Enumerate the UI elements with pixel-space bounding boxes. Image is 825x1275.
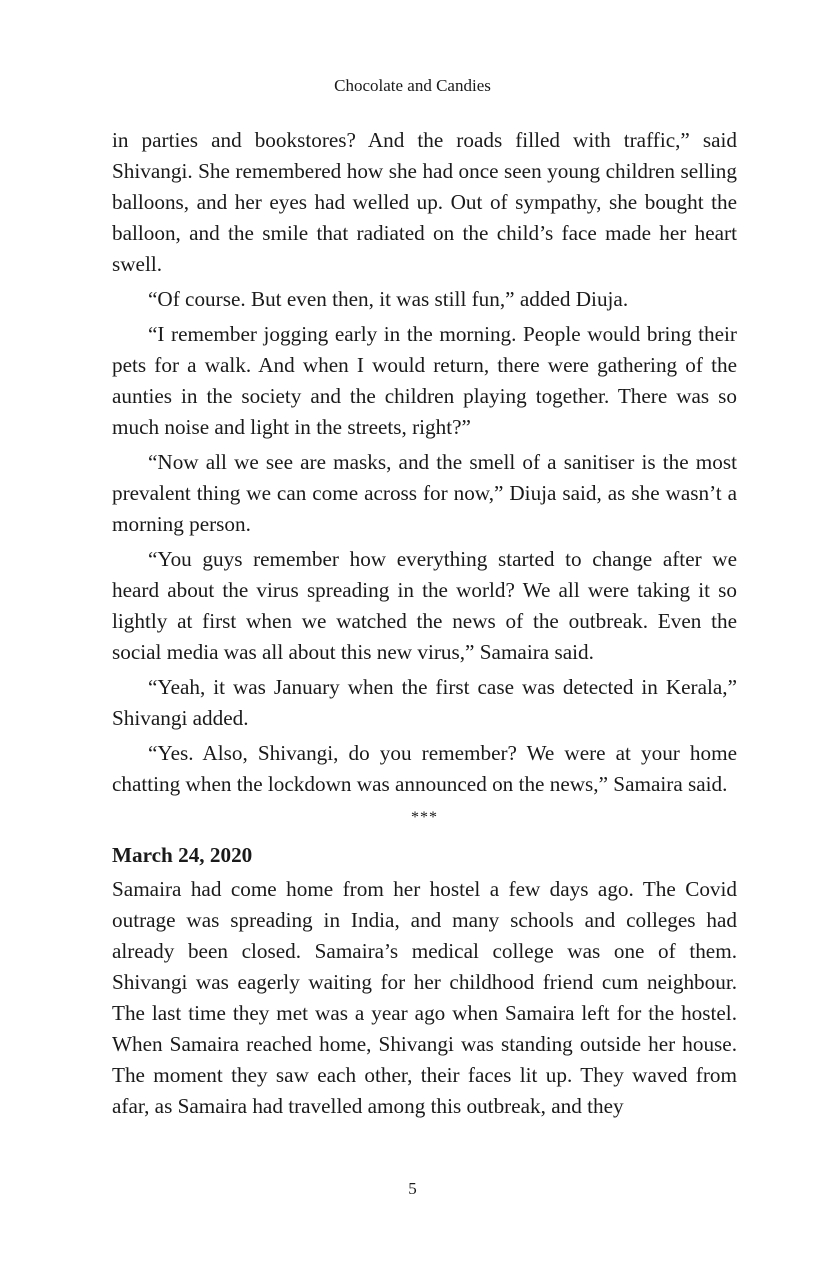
page-number: 5 [408, 1179, 417, 1198]
running-head: Chocolate and Candies [334, 76, 491, 95]
page-body [112, 125, 737, 1126]
paragraph: “Yeah, it was January when the first case was detected in Kerala,” Shivangi added. [112, 675, 737, 730]
paragraph: “Of course. But even then, it was still fun,” added Diuja. [148, 287, 629, 311]
paragraph: “Now all we see are masks, and the smell of a sanitiser is the most prevalent thing we can come across for now,” Diuja said, as she wasn’t a morning person. [112, 450, 737, 536]
paragraph: Samaira had come home from her hostel a few days ago. The Covid outrage was spreading in India, and many schools and colleges had already been closed. Samaira’s medical college was one of them. Shivangi was eagerly waiting for her childhood friend cum neighbour. The last time they met was a year ago when Samaira left for the hostel. When Samaira reached home, Shivangi was standing outside her house. The moment they saw each other, their faces lit up. They waved from afar, as Samaira had travelled among this outbreak, and they [112, 877, 737, 1118]
section-heading: March 24, 2020 [112, 843, 253, 867]
scene-break: *** [411, 809, 438, 826]
paragraph: “You guys remember how everything started to change after we heard about the virus spreading in the world? We all were taking it so lightly at first when we watched the news of the outbreak. Even the social media was all about this new virus,” Samaira said. [112, 547, 737, 664]
paragraph: “Yes. Also, Shivangi, do you remember? We were at your home chatting when the lockdown was announced on the news,” Samaira said. [112, 741, 737, 796]
paragraph: in parties and bookstores? And the roads filled with traffic,” said Shivangi. She remembered how she had once seen young children selling balloons, and her eyes had welled up. Out of sympathy, she bought the balloon, and the smile that radiated on the child’s face made her heart swell. [112, 128, 737, 276]
paragraph: “I remember jogging early in the morning. People would bring their pets for a walk. And when I would return, there were gathering of the aunties in the society and the children playing together. There was so much noise and light in the streets, right?” [112, 322, 737, 439]
